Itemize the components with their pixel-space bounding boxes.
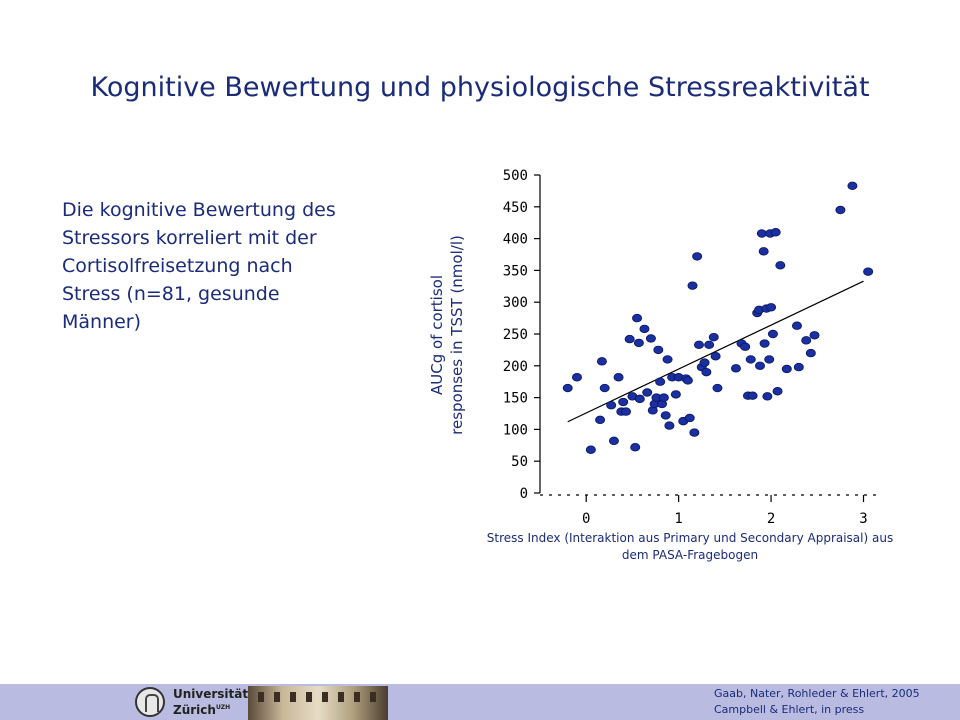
data-point xyxy=(646,335,655,343)
references xyxy=(714,686,920,718)
y-tick-label: 300 xyxy=(502,295,528,312)
data-point xyxy=(713,384,722,392)
scatter-chart xyxy=(410,160,940,530)
data-point xyxy=(632,314,641,322)
logo-line1: Universität xyxy=(173,687,249,701)
data-point xyxy=(671,391,680,399)
data-point xyxy=(766,303,775,311)
y-tick-label: 500 xyxy=(502,168,528,184)
data-point xyxy=(694,341,703,349)
trend-line-group xyxy=(568,281,864,422)
data-point xyxy=(848,182,857,190)
body-line: Männer) xyxy=(62,311,142,333)
data-point xyxy=(700,359,709,367)
body-line: Stress (n=81, gesunde xyxy=(62,283,280,305)
y-tick-label: 400 xyxy=(502,231,528,248)
data-point xyxy=(631,443,640,451)
body-text xyxy=(62,196,382,336)
data-point xyxy=(572,373,581,381)
building-photo xyxy=(248,686,388,720)
data-point xyxy=(776,262,785,270)
data-point xyxy=(586,446,595,454)
data-point xyxy=(690,429,699,437)
data-point xyxy=(864,268,873,276)
data-point xyxy=(771,228,780,236)
data-point xyxy=(802,337,811,345)
data-point xyxy=(640,325,649,333)
data-point xyxy=(760,340,769,348)
data-point xyxy=(685,414,694,422)
body-line: Stressors korreliert mit der xyxy=(62,227,317,249)
data-point xyxy=(634,339,643,347)
y-tick-label: 50 xyxy=(511,454,528,471)
x-tick-label: 3 xyxy=(859,511,868,527)
data-point xyxy=(607,401,616,409)
trend-line xyxy=(568,281,864,422)
data-point xyxy=(600,384,609,392)
data-point xyxy=(661,412,670,420)
data-point xyxy=(794,363,803,371)
data-point xyxy=(765,356,774,364)
data-point xyxy=(609,437,618,445)
x-axis-caption-line1: Stress Index (Interaktion aus Primary und Secondary Appraisal) aus xyxy=(486,531,894,545)
data-point xyxy=(731,365,740,373)
y-tick-label: 250 xyxy=(502,327,528,343)
slide-title: Kognitive Bewertung und physiologische Stressreaktivität xyxy=(90,72,870,103)
data-point xyxy=(693,253,702,261)
data-points xyxy=(563,182,873,454)
data-point xyxy=(595,416,604,424)
data-point xyxy=(614,373,623,381)
data-point xyxy=(709,333,718,341)
x-tick-label: 2 xyxy=(766,511,776,527)
data-point xyxy=(768,330,777,338)
y-tick-label: 200 xyxy=(502,358,528,375)
data-point xyxy=(659,394,668,402)
data-point xyxy=(563,384,572,392)
y-tick-label: 350 xyxy=(502,263,528,280)
data-point xyxy=(782,365,791,373)
data-point xyxy=(635,395,644,403)
y-tick-label: 100 xyxy=(502,422,528,439)
data-point xyxy=(643,389,652,397)
axes xyxy=(503,168,882,527)
x-tick-label: 0 xyxy=(581,511,591,527)
data-point xyxy=(665,422,674,430)
data-point xyxy=(757,230,766,238)
data-point xyxy=(619,398,628,406)
body-line: Die kognitive Bewertung des xyxy=(62,199,336,221)
x-axis-caption xyxy=(440,530,940,564)
reference-line: Gaab, Nater, Rohleder & Ehlert, 2005 xyxy=(714,687,920,700)
data-point xyxy=(759,248,768,256)
y-axis-label-line2: responses in TSST (nmol/l) xyxy=(448,235,466,435)
logo-superscript: UZH xyxy=(215,704,231,711)
university-seal-icon xyxy=(135,687,165,717)
data-point xyxy=(836,206,845,214)
data-point xyxy=(746,356,755,364)
data-point xyxy=(705,341,714,349)
data-point xyxy=(621,408,630,416)
y-tick-label: 150 xyxy=(502,390,528,407)
data-point xyxy=(792,322,801,330)
data-point xyxy=(806,349,815,357)
body-line: Cortisolfreisetzung nach xyxy=(62,255,293,277)
data-point xyxy=(597,358,606,366)
data-point xyxy=(663,356,672,364)
y-axis-label xyxy=(428,235,466,435)
data-point xyxy=(702,368,711,376)
data-point xyxy=(773,387,782,395)
x-tick-label: 1 xyxy=(674,511,683,527)
data-point xyxy=(763,393,772,401)
reference-line: Campbell & Ehlert, in press xyxy=(714,703,865,716)
data-point xyxy=(741,343,750,351)
data-point xyxy=(810,331,819,339)
data-point xyxy=(625,335,634,343)
logo-text xyxy=(173,687,248,717)
y-tick-label: 450 xyxy=(502,199,528,216)
data-point xyxy=(755,362,764,370)
logo-line2: Zürich$^{UZH}$ xyxy=(173,703,231,717)
y-axis-label-line1: AUCg of cortisol xyxy=(428,274,446,396)
data-point xyxy=(748,392,757,400)
university-logo xyxy=(135,686,248,718)
y-tick-label: 0 xyxy=(519,486,528,502)
x-axis-caption-line2: dem PASA-Fragebogen xyxy=(621,548,759,562)
data-point xyxy=(656,378,665,386)
data-point xyxy=(711,352,720,360)
data-point xyxy=(683,377,692,385)
data-point xyxy=(688,282,697,290)
data-point xyxy=(654,346,663,354)
